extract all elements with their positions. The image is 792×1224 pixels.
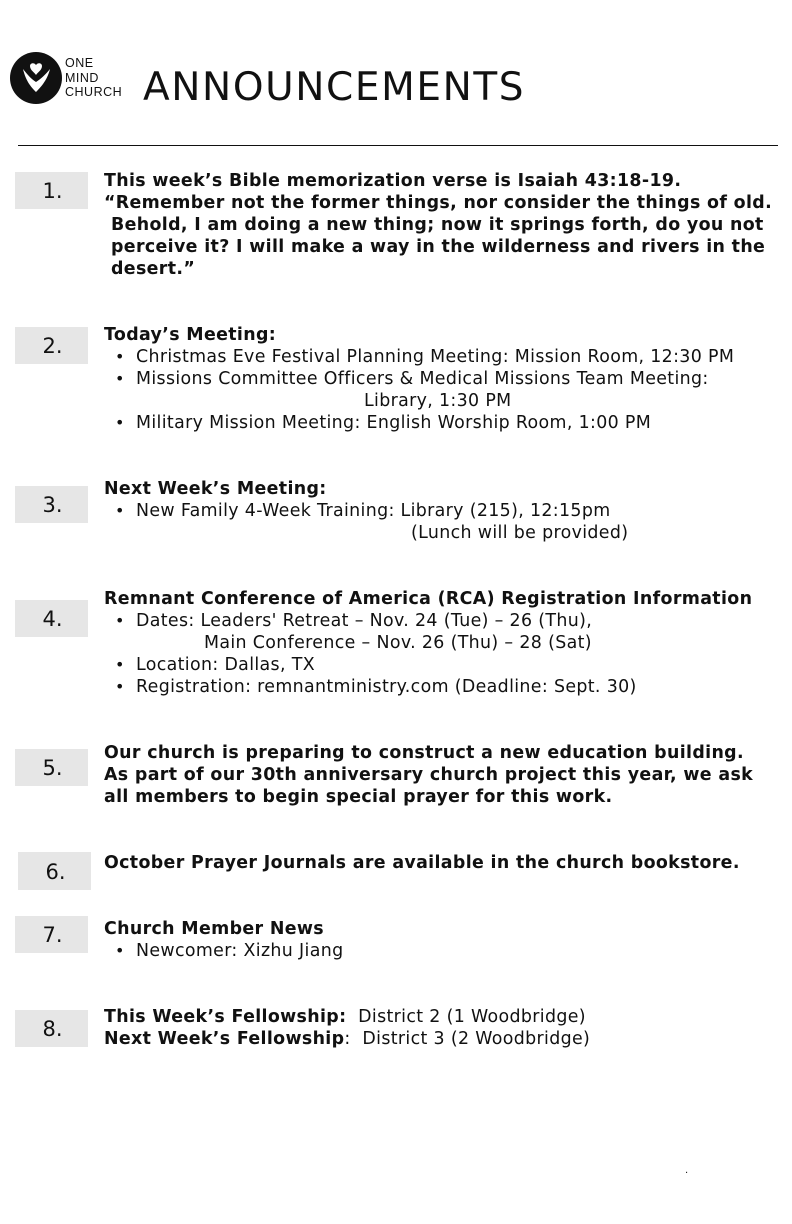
fellowship-this-week: This Week’s Fellowship: District 2 (1 Woodbridge) xyxy=(104,1007,586,1027)
item-number: 2. xyxy=(15,327,88,364)
list-item: • New Family 4-Week Training: Library (215), 12:15pm (Lunch will be provided) xyxy=(104,500,784,544)
header-divider xyxy=(18,145,778,146)
bullet-list xyxy=(104,940,784,962)
list-item: • Newcomer: Xizhu Jiang xyxy=(104,940,784,962)
list-item: • Dates: Leaders' Retreat – Nov. 24 (Tue) – 26 (Thu), Main Conference – Nov. 26 (Thu) – 28 (Sat) xyxy=(104,610,784,654)
item-heading: Remnant Conference of America (RCA) Registration Information xyxy=(104,589,753,609)
item-text xyxy=(104,918,784,962)
logo-line: MIND xyxy=(65,70,99,85)
item-text xyxy=(104,1006,784,1050)
bullet-list xyxy=(104,346,784,434)
item-number: 5. xyxy=(15,749,88,786)
item-text xyxy=(104,478,784,544)
heart-person-icon xyxy=(10,52,62,104)
item-heading: Next Week’s Meeting: xyxy=(104,479,327,499)
item-heading: Today’s Meeting: xyxy=(104,325,277,345)
logo-text xyxy=(65,56,122,100)
list-item: • Location: Dallas, TX xyxy=(104,654,784,676)
list-item: • Military Mission Meeting: English Worship Room, 1:00 PM xyxy=(104,412,784,434)
bullet-list xyxy=(104,500,784,544)
item-number: 1. xyxy=(15,172,88,209)
item-number: 4. xyxy=(15,600,88,637)
header xyxy=(10,50,610,120)
item-text: Our church is preparing to construct a new education building. As part of our 30th anniversary church project this year, we ask all members to begin special prayer for this work. xyxy=(104,743,754,807)
list-item: • Registration: remnantministry.com (Deadline: Sept. 30) xyxy=(104,676,784,698)
item-number: 3. xyxy=(15,486,88,523)
item-number: 7. xyxy=(15,916,88,953)
item-text xyxy=(104,324,784,434)
footer-mark: . xyxy=(685,1165,689,1176)
page-title: ANNOUNCEMENTS xyxy=(143,65,526,110)
list-item: • Christmas Eve Festival Planning Meeting: Mission Room, 12:30 PM xyxy=(104,346,784,368)
item-text: This week’s Bible memorization verse is Isaiah 43:18-19. “Remember not the former things, nor consider the things of old. Behold, I am doing a new thing; now it springs forth, do you not perceive it? I will make a way in the wilderness and rivers in the desert.” xyxy=(104,171,773,279)
item-number: 6. xyxy=(18,852,91,890)
list-item: • Missions Committee Officers & Medical Missions Team Meeting: Library, 1:30 PM xyxy=(104,368,784,412)
item-text xyxy=(104,588,784,698)
item-text: October Prayer Journals are available in the church bookstore. xyxy=(104,853,740,873)
item-number: 8. xyxy=(15,1010,88,1047)
bullet-list xyxy=(104,610,784,698)
logo-line: ONE xyxy=(65,56,94,70)
logo-line: CHURCH xyxy=(65,85,123,99)
item-heading: Church Member News xyxy=(104,919,325,939)
fellowship-next-week: Next Week’s Fellowship: District 3 (2 Woodbridge) xyxy=(104,1029,591,1049)
